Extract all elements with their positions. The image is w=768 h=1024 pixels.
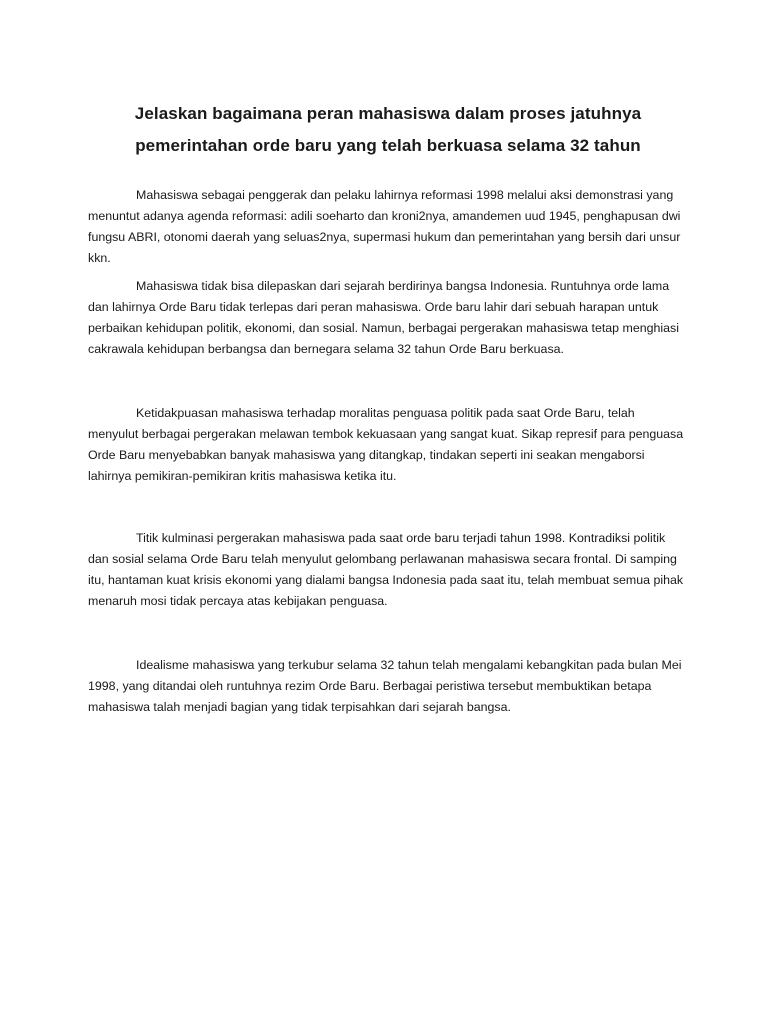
paragraph-5: Idealisme mahasiswa yang terkubur selama 32 tahun telah mengalami kebangkitan pada bulan Mei 1998, yang ditandai oleh runtuhnya rezim Orde Baru. Berbagai peristiwa tersebut membuktikan betapa mahasiswa talah menjadi bagian yang tidak terpisahkan dari sejarah bangsa. bbox=[88, 658, 682, 714]
paragraph-1: Mahasiswa sebagai penggerak dan pelaku lahirnya reformasi 1998 melalui aksi demonstrasi yang menuntut adanya agenda reformasi: adili soeharto dan kroni2nya, amandemen uud 1945, penghapusan dwi fungsu ABRI, otonomi daerah yang seluas2nya, supermasi hukum dan pemerintahan yang bersih dari unsur kkn. bbox=[88, 188, 681, 265]
paragraph-3: Ketidakpuasan mahasiswa terhadap moralitas penguasa politik pada saat Orde Baru, telah menyulut berbagai pergerakan melawan tembok kekuasaan yang sangat kuat. Sikap represif para penguasa Orde Baru menyebabkan banyak mahasiswa yang ditangkap, tindakan seperti ini seakan mengaborsi lahirnya pemikiran-pemikiran kritis mahasiswa ketika itu. bbox=[88, 406, 684, 483]
document-title: Jelaskan bagaimana peran mahasiswa dalam proses jatuhnya pemerintahan orde baru yang telah berkuasa selama 32 tahun bbox=[134, 104, 642, 155]
paragraph-4: Titik kulminasi pergerakan mahasiswa pada saat orde baru terjadi tahun 1998. Kontradiksi politik dan sosial selama Orde Baru telah menyulut gelombang perlawanan mahasiswa secara frontal. Di samping itu, hantaman kuat krisis ekonomi yang dialami bangsa Indonesia pada saat itu, telah membuat semua pihak menaruh mosi tidak percaya atas kebijakan penguasa. bbox=[88, 531, 684, 608]
paragraph-2: Mahasiswa tidak bisa dilepaskan dari sejarah berdirinya bangsa Indonesia. Runtuhnya orde lama dan lahirnya Orde Baru tidak terlepas dari peran mahasiswa. Orde baru lahir dari sebuah harapan untuk perbaikan kehidupan politik, ekonomi, dan sosial. Namun, berbagai pergerakan mahasiswa tetap menghiasi cakrawala kehidupan berbangsa dan bernegara selama 32 tahun Orde Baru berkuasa. bbox=[88, 279, 679, 356]
